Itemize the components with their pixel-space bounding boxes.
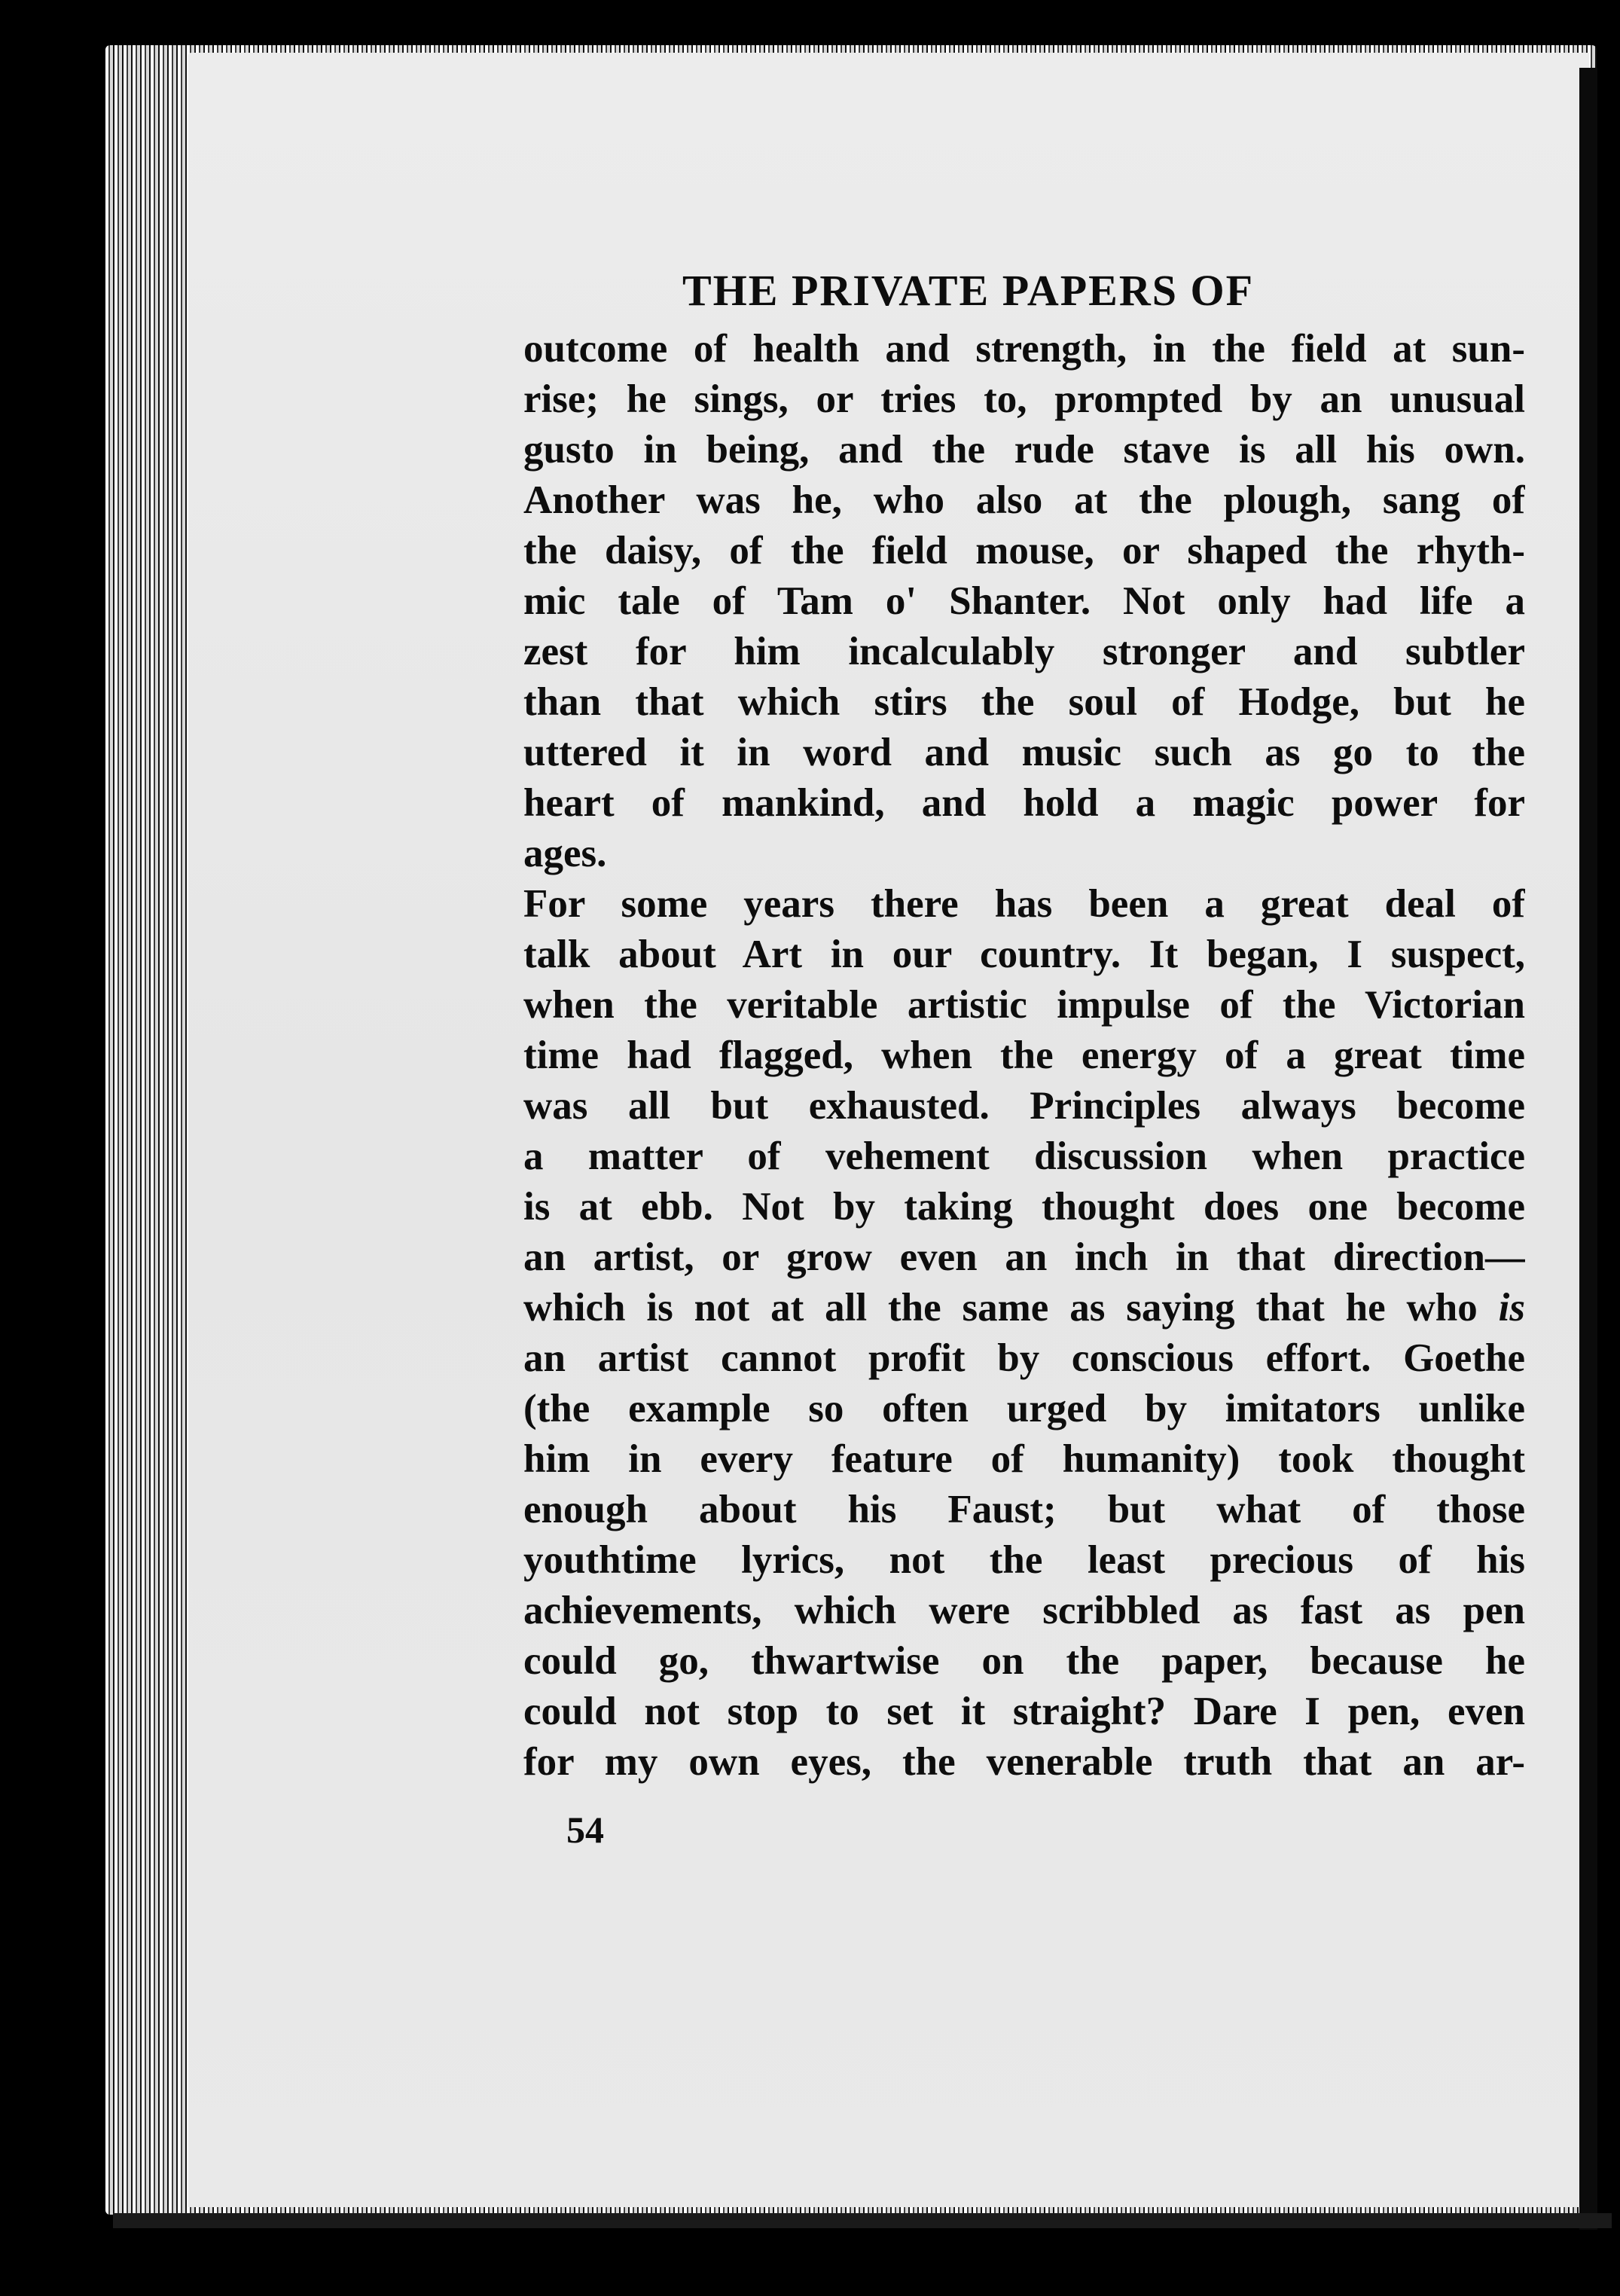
- text-line: uttered it in word and music such as go to the: [523, 731, 1525, 774]
- text-line: [523, 1283, 1525, 1333]
- text-line: enough about his Faust; but what of those: [523, 1488, 1525, 1531]
- text-fragment: which is not at all the same as saying that he who: [523, 1286, 1478, 1330]
- text-line: him in every feature of humanity) took thought: [523, 1437, 1525, 1481]
- text-line: is at ebb. Not by taking thought does one become: [523, 1185, 1525, 1229]
- text-line: zest for him incalculably stronger and subtler: [523, 630, 1525, 673]
- text-line: achievements, which were scribbled as fast as pen: [523, 1589, 1525, 1632]
- text-line: when the veritable artistic impulse of the Victorian: [523, 983, 1525, 1027]
- text-line: heart of mankind, and hold a magic power for: [523, 781, 1525, 825]
- body-text: [523, 324, 1525, 1788]
- text-line: mic tale of Tam o' Shanter. Not only had life a: [523, 579, 1525, 623]
- text-line: was all but exhausted. Principles always become: [523, 1084, 1525, 1128]
- text-line: an artist, or grow even an inch in that direction—: [523, 1235, 1525, 1279]
- text-line: gusto in being, and the rude stave is all his own.: [523, 428, 1525, 472]
- text-line: youthtime lyrics, not the least precious of his: [523, 1538, 1525, 1582]
- text-line: time had flagged, when the energy of a great time: [523, 1034, 1525, 1077]
- text-line: the daisy, of the field mouse, or shaped the rhyth-: [523, 529, 1525, 572]
- italic-word: is: [1498, 1286, 1525, 1330]
- running-head: THE PRIVATE PAPERS OF: [682, 266, 1255, 315]
- text-line: Another was he, who also at the plough, sang of: [523, 478, 1525, 522]
- text-line: for my own eyes, the venerable truth that an ar-: [523, 1740, 1525, 1784]
- text-line: an artist cannot profit by conscious effort. Goethe: [523, 1336, 1525, 1380]
- text-line: than that which stirs the soul of Hodge, but he: [523, 680, 1525, 724]
- text-line: (the example so often urged by imitators unlike: [523, 1387, 1525, 1430]
- text-line: could not stop to set it straight? Dare I pen, even: [523, 1690, 1525, 1733]
- book-bottom-edge: [113, 2213, 1612, 2228]
- text-line: outcome of health and strength, in the field at sun-: [523, 327, 1525, 371]
- text-line: could go, thwartwise on the paper, because he: [523, 1639, 1525, 1683]
- text-line: a matter of vehement discussion when practice: [523, 1134, 1525, 1178]
- book-right-edge: [1579, 68, 1597, 2230]
- text-line: ages.: [523, 832, 607, 875]
- page-number: 54: [566, 1809, 604, 1851]
- text-line: talk about Art in our country. It began, I suspect,: [523, 933, 1525, 976]
- text-line: rise; he sings, or tries to, prompted by an unusual: [523, 377, 1525, 421]
- text-line: For some years there has been a great deal of: [523, 882, 1525, 926]
